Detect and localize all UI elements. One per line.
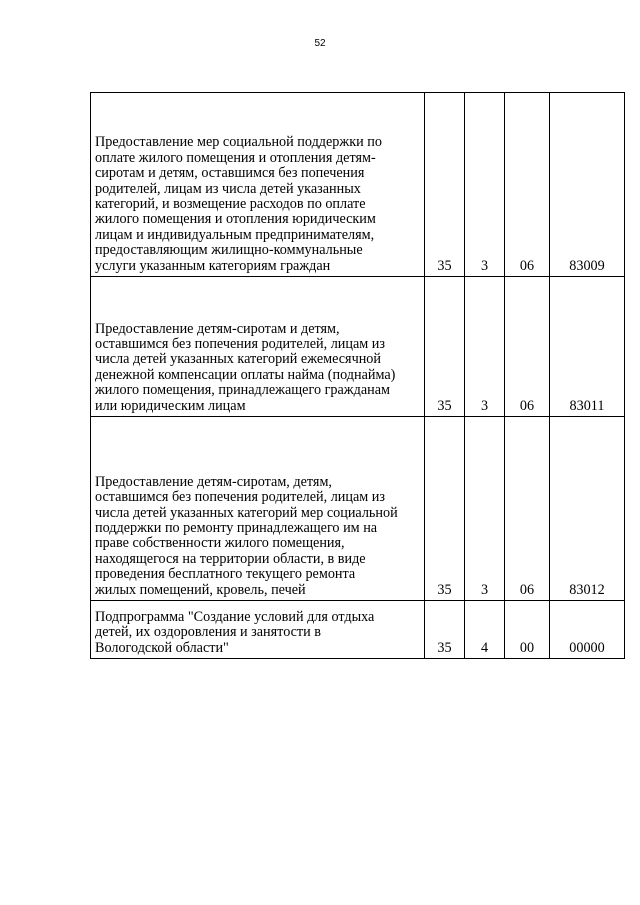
code-cell: 06 <box>505 277 550 417</box>
code-cell: 83012 <box>550 417 625 601</box>
code-cell: 4 <box>465 601 505 659</box>
code-cell: 3 <box>465 417 505 601</box>
code-cell: 35 <box>425 277 465 417</box>
table-row <box>91 417 625 601</box>
table-row <box>91 601 625 659</box>
code-cell: 35 <box>425 417 465 601</box>
code-cell: 06 <box>505 417 550 601</box>
code-cell: 3 <box>465 93 505 277</box>
code-cell: 06 <box>505 93 550 277</box>
code-cell: 83011 <box>550 277 625 417</box>
page-number: 52 <box>314 38 326 49</box>
code-cell: 00000 <box>550 601 625 659</box>
budget-table <box>90 92 625 659</box>
code-cell: 83009 <box>550 93 625 277</box>
code-cell: 3 <box>465 277 505 417</box>
row-name-cell: Предоставление детям-сиротам и детям, оставшимся без попечения родителей, лицам из числа детей указанных категорий ежемесячной денежной компенсации оплаты найма (поднайма) жилого помещения, принадлежащего гражданам или юридическим лицам <box>91 277 425 417</box>
row-name-cell: Предоставление мер социальной поддержки по оплате жилого помещения и отопления детям- сиротам и детям, оставшимся без попечения родителей, лицам из числа детей указанных категорий, и возмещение расходов по оплате жилого помещения и отопления юридическим лицам и индивидуальным предпринимателям, предоставляющим жилищно-коммунальные услуги указанным категориям граждан <box>91 93 425 277</box>
code-cell: 35 <box>425 601 465 659</box>
row-name-cell: Предоставление детям-сиротам, детям, оставшимся без попечения родителей, лицам из числа детей указанных категорий мер социальной поддержки по ремонту принадлежащего им на праве собственности жилого помещения, находящегося на территории области, в виде проведения бесплатного текущего ремонта жилых помещений, кровель, печей <box>91 417 425 601</box>
code-cell: 35 <box>425 93 465 277</box>
row-name-cell: Подпрограмма "Создание условий для отдыха детей, их оздоровления и занятости в Вологодской области" <box>91 601 425 659</box>
code-cell: 00 <box>505 601 550 659</box>
table-row <box>91 277 625 417</box>
table-row <box>91 93 625 277</box>
